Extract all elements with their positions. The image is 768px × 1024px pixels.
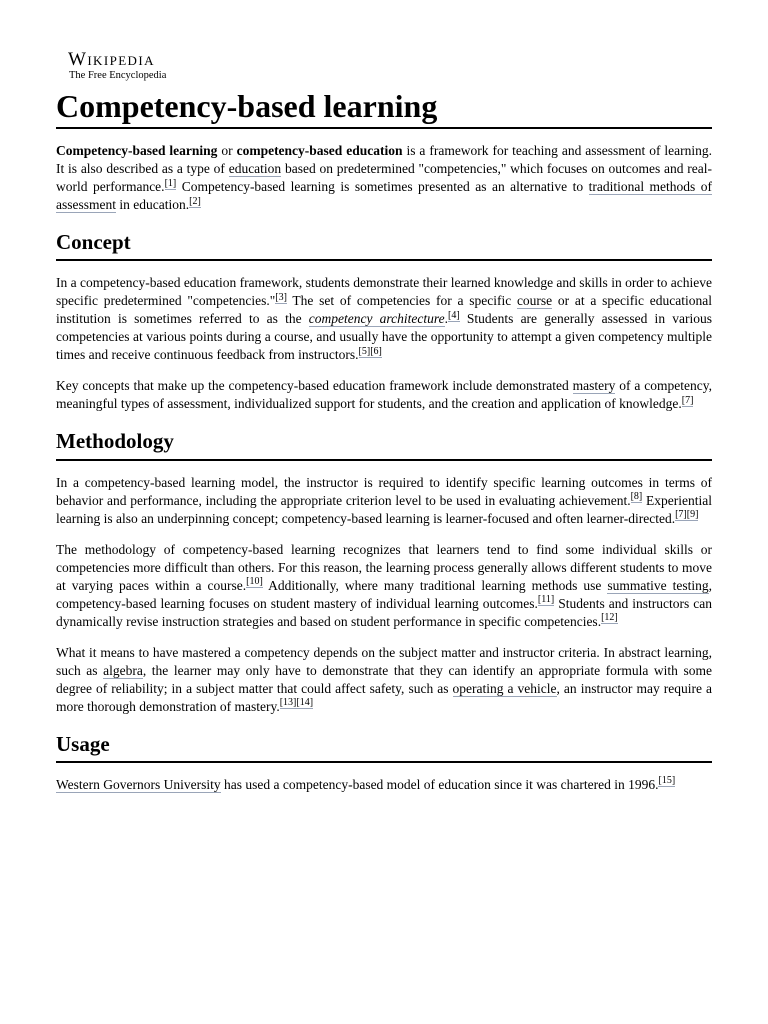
citation-5[interactable]: [5] — [358, 345, 371, 357]
wikipedia-logo[interactable] — [56, 50, 712, 82]
concept-paragraph-2 — [56, 377, 712, 413]
logo-tagline: The Free Encyclopedia — [69, 70, 167, 81]
citation-15[interactable]: [15] — [658, 775, 676, 787]
citation-9[interactable]: [9] — [686, 509, 699, 521]
link-traditional-assessment[interactable]: traditional methods of assessment — [56, 179, 713, 213]
concept-paragraph-1 — [56, 274, 712, 364]
text: or at a specific educational institution is sometimes referred to as the — [56, 293, 712, 327]
heading-concept: Concept — [56, 230, 712, 261]
link-summative-testing[interactable]: summative testing — [607, 577, 709, 593]
text: The methodology of competency-based learning recognizes that learners tend to find some individual skills or competencies more difficult than others. For this reason, the learning process generally allows different students to move at varying paces within a course. — [56, 541, 712, 593]
text: in education. — [116, 197, 190, 213]
text: has used a competency-based model of education since it was chartered in 1996. — [220, 776, 659, 792]
text: What it means to have mastered a competency depends on the subject matter and instructor criteria. In abstract learning, such as — [56, 644, 712, 678]
link-education[interactable]: education — [228, 161, 282, 177]
text: Students and instructors can dynamically revise instruction strategies and based on student performance in specific competencies. — [56, 595, 712, 629]
link-course[interactable]: course — [516, 293, 553, 309]
text: In a competency-based learning model, the instructor is required to identify specific learning outcomes in terms of behavior and performance, including the appropriate criterion level to be used in evaluating achievement. — [56, 474, 712, 508]
citation-2[interactable]: [2] — [189, 195, 201, 207]
bold-term: Competency-based learning — [56, 143, 218, 159]
heading-usage: Usage — [56, 732, 712, 763]
text: , competency-based learning focuses on student mastery of individual learning outcomes. — [56, 577, 712, 611]
citation-7b[interactable]: [7] — [675, 509, 687, 521]
link-competency-architecture[interactable]: competency architecture — [308, 311, 445, 327]
text: of a competency, meaningful types of assessment, individualized support for students, and the creation and application of knowledge. — [56, 378, 712, 412]
text: . — [444, 311, 449, 327]
text: is a framework for teaching and assessment of learning. It is also described as a type of — [56, 143, 712, 177]
methodology-paragraph-1 — [56, 474, 712, 528]
text: Competency-based learning is sometimes presented as an alternative to — [176, 179, 589, 195]
methodology-paragraph-2 — [56, 541, 712, 631]
text: Experiential learning is also an underpinning concept; competency-based learning is learner-focused and often learner-directed. — [56, 492, 712, 526]
text: , an instructor may require a more thorough demonstration of mastery. — [56, 680, 712, 714]
text: Additionally, where many traditional learning methods use — [262, 577, 608, 593]
article-page — [56, 50, 712, 794]
usage-paragraph-1 — [56, 776, 712, 794]
heading-methodology: Methodology — [56, 429, 712, 460]
link-western-governors-university[interactable]: Western Governors University — [56, 776, 221, 792]
citation-8[interactable]: [8] — [630, 491, 643, 503]
methodology-paragraph-3 — [56, 644, 712, 716]
bold-term: competency-based education — [236, 143, 403, 159]
page-title: Competency-based learning — [56, 88, 712, 130]
citation-13[interactable]: [13] — [279, 697, 297, 709]
link-mastery[interactable]: mastery — [572, 378, 616, 394]
citation-10[interactable]: [10] — [246, 576, 263, 588]
text: Key concepts that make up the competency-based education framework include demonstrated — [56, 378, 573, 394]
citation-3[interactable]: [3] — [275, 291, 287, 303]
text: Students are generally assessed in various competencies at various points during a course, and usually have the opportunity to attempt a given competency multiple times and receive continuous feedback from instructors. — [56, 311, 712, 363]
citation-11[interactable]: [11] — [537, 594, 555, 606]
citation-4[interactable]: [4] — [448, 309, 460, 321]
text: based on predetermined "competencies," which focuses on outcomes and real-world performance. — [56, 161, 712, 195]
logo-wordmark: Wikipedia — [68, 49, 155, 70]
text: In a competency-based education framework, students demonstrate their learned knowledge and skills in order to achieve specific predetermined "competencies." — [56, 275, 713, 309]
link-operating-a-vehicle[interactable]: operating a vehicle — [452, 680, 557, 696]
link-algebra[interactable]: algebra — [103, 662, 143, 678]
citation-1[interactable]: [1] — [164, 177, 177, 189]
text: , the learner may only have to demonstrate that they can identify an appropriate formula with some degree of reliability; in a subject matter that could affect safety, such as — [56, 662, 712, 696]
text: The set of competencies for a specific — [286, 293, 517, 309]
citation-12[interactable]: [12] — [601, 612, 618, 624]
intro-paragraph — [56, 142, 712, 214]
citation-6[interactable]: [6] — [370, 345, 382, 357]
citation-7[interactable]: [7] — [681, 394, 694, 406]
text: or — [217, 143, 237, 159]
citation-14[interactable]: [14] — [296, 697, 314, 709]
